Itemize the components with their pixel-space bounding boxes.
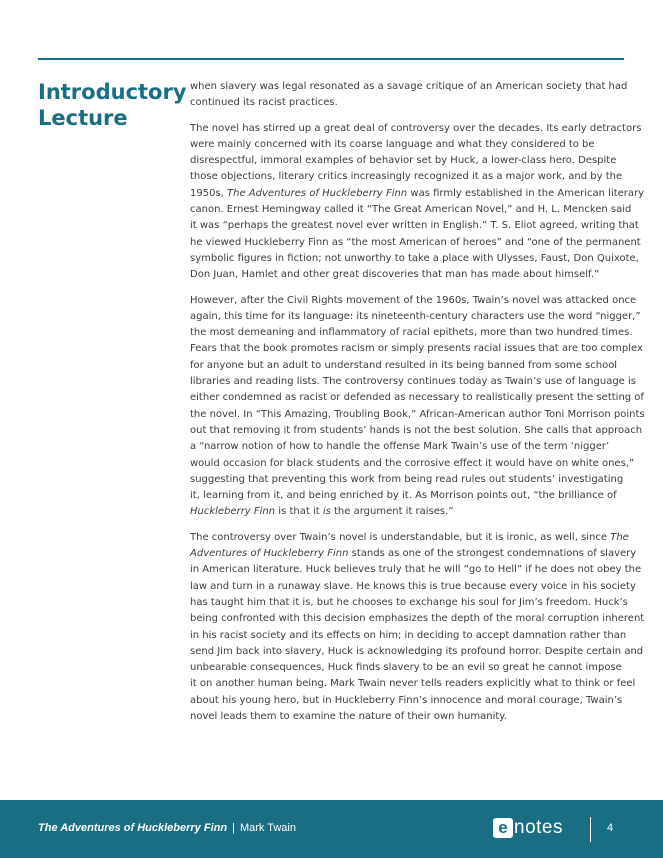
text-line <box>190 595 627 611</box>
text-line <box>190 251 639 267</box>
text-segment: send Jim back into slavery, Huck is acknowledging its profound horror. Despite certain and <box>190 645 644 657</box>
text-segment: for anyone but an adult to understand resulted in its being banned from some school <box>190 359 618 371</box>
text-segment: symbolic figures in fiction; not unworthy to take a place with Ulysses, Faust, Don Quixote, <box>190 252 639 264</box>
text-line <box>190 693 627 709</box>
text-segment: about his young hero, but in Huckleberry Finn’s innocence and moral courage, Twain’s <box>190 694 623 706</box>
text-line <box>190 676 636 692</box>
text-line <box>190 488 627 504</box>
text-line <box>190 628 627 644</box>
text-segment: again, this time for its language: its nineteenth-century characters use the word “nigger,” <box>190 310 641 322</box>
text-segment: law and turn in a runaway slave. He knows this is true because every voice in his society <box>190 580 636 592</box>
text-segment: unbearable consequences, Huck finds slavery to be an evil so great he cannot impose <box>190 662 622 674</box>
text-segment: However, after the Civil Rights movement of the 1960s, Twain’s novel was attacked once <box>190 294 637 306</box>
text-line <box>190 660 627 676</box>
text-line <box>190 644 644 660</box>
text-line <box>190 267 627 283</box>
text-line <box>190 235 641 251</box>
text-segment: disrespectful, immoral examples of behavior set by Huck, a lower-class hero. Despite <box>190 155 617 167</box>
text-segment: novel leads them to examine the nature of their own humanity. <box>190 710 507 722</box>
text-line <box>190 137 627 153</box>
body-text <box>190 79 645 734</box>
text-segment: when slavery was legal resonated as a savage critique of an American society that had <box>190 81 628 92</box>
logo-text: notes <box>514 817 563 838</box>
text-line <box>190 472 627 488</box>
text-segment: being confronted with this decision emphasizes the depth of the moral corruption inherent <box>190 613 645 625</box>
footer-separator: | <box>232 822 235 834</box>
text-segment: out that removing it from students’ hands is not the best solution. She calls that approach <box>190 424 643 436</box>
text-line <box>190 121 642 137</box>
text-segment: is that it <box>275 506 323 518</box>
text-segment: it, learning from it, and being enriched by it. As Morrison points out, “the brilliance of <box>190 490 617 502</box>
footer-author: Mark Twain <box>239 822 296 834</box>
text-line <box>190 709 627 725</box>
text-line <box>190 79 627 95</box>
text-segment: would occasion for black students and the corrosive effect it would have on white ones,” <box>190 457 635 469</box>
text-line <box>190 546 637 562</box>
text-segment: he viewed Huckleberry Finn as “the most American of heroes” and “one of the permanent <box>190 236 641 248</box>
text-segment: Don Juan, Hamlet and other great discoveries that man has made about himself.” <box>190 269 600 281</box>
text-line <box>190 504 627 520</box>
text-line <box>190 407 645 423</box>
text-line <box>190 390 644 406</box>
text-line <box>190 202 632 218</box>
text-line <box>190 611 645 627</box>
enotes-logo[interactable] <box>493 816 563 840</box>
logo-e-icon: e <box>493 818 513 838</box>
italic-text: Huckleberry Finn <box>190 506 276 518</box>
text-line <box>190 95 627 111</box>
footer-book-info <box>38 822 296 834</box>
text-line <box>190 186 645 202</box>
page-number: 4 <box>607 822 614 834</box>
paragraph <box>190 121 645 284</box>
text-line <box>190 579 636 595</box>
paragraph <box>190 530 645 726</box>
text-segment: in his racist society and its effects on him; in deciding to accept damnation rather than <box>190 629 627 641</box>
italic-text: is <box>322 506 331 518</box>
text-segment: the most demeaning and inflammatory of racial epithets, more than two hundred times. <box>190 327 633 339</box>
text-segment: it on another human being. Mark Twain never tells readers explicitly what to think or feel <box>190 678 636 690</box>
footer-divider <box>590 817 591 842</box>
top-rule <box>38 58 624 60</box>
text-segment: Fears that the book promotes racism or simply presents racial issues that are too complex <box>190 343 643 355</box>
text-line <box>190 341 643 357</box>
footer <box>0 800 663 858</box>
text-line <box>190 153 627 169</box>
paragraph <box>190 293 645 521</box>
italic-text: Adventures of Huckleberry Finn <box>190 548 349 560</box>
text-segment: it was “perhaps the greatest novel ever written in English.” T. S. Eliot agreed, writing that <box>190 220 639 232</box>
text-segment: those objections, literary critics increasingly recognized it as a major work, and by the <box>190 171 623 183</box>
section-title: Introductory Lecture <box>38 80 187 130</box>
text-line <box>190 293 637 309</box>
text-segment: a “narrow notion of how to handle the offense Mark Twain’s use of the term ‘nigger’ <box>190 441 610 453</box>
text-segment: either condemned as racist or defended as necessary to realistically present the setting of <box>190 392 644 404</box>
text-line <box>190 439 627 455</box>
text-line <box>190 530 627 546</box>
text-segment: canon. Ernest Hemingway called it “The Great American Novel,” and H. L. Mencken said <box>190 204 632 216</box>
text-line <box>190 562 642 578</box>
text-line <box>190 358 627 374</box>
text-segment: continued its racist practices. <box>190 97 338 109</box>
text-segment: has taught him that it is, but he chooses to exchange his soul for Jim’s freedom. Huck’s <box>190 596 628 608</box>
text-segment: libraries and reading lists. The controversy continues today as Twain’s use of language is <box>190 376 636 388</box>
text-line <box>190 218 639 234</box>
text-segment: suggesting that preventing this work from being read rules out students’ investigating <box>190 473 624 485</box>
text-line <box>190 325 633 341</box>
paragraph <box>190 79 627 112</box>
text-line <box>190 456 635 472</box>
text-segment: stands as one of the strongest condemnations of slavery <box>348 548 637 560</box>
text-segment: the novel. In “This Amazing, Troubling Book,” African-American author Toni Morrison points <box>190 408 645 420</box>
text-segment: was firmly established in the American literary <box>407 187 645 199</box>
text-segment: The controversy over Twain’s novel is understandable, but it is ironic, as well, since <box>190 531 611 543</box>
text-segment: 1950s, <box>190 187 228 199</box>
text-line <box>190 374 636 390</box>
text-segment: the argument it raises.” <box>330 506 454 518</box>
text-segment: in American literature. Huck believes truly that he will “go to Hell” if he does not obey the <box>190 564 642 576</box>
text-line <box>190 423 643 439</box>
italic-text: The Adventures of Huckleberry Finn <box>227 187 408 199</box>
text-segment: were mainly concerned with its coarse language and what they considered to be <box>190 138 595 150</box>
text-line <box>190 309 641 325</box>
italic-text: The <box>610 531 629 543</box>
text-line <box>190 169 627 185</box>
footer-book-title: The Adventures of Huckleberry Finn <box>38 822 228 834</box>
text-segment: The novel has stirred up a great deal of controversy over the decades. Its early detractors <box>190 122 642 134</box>
